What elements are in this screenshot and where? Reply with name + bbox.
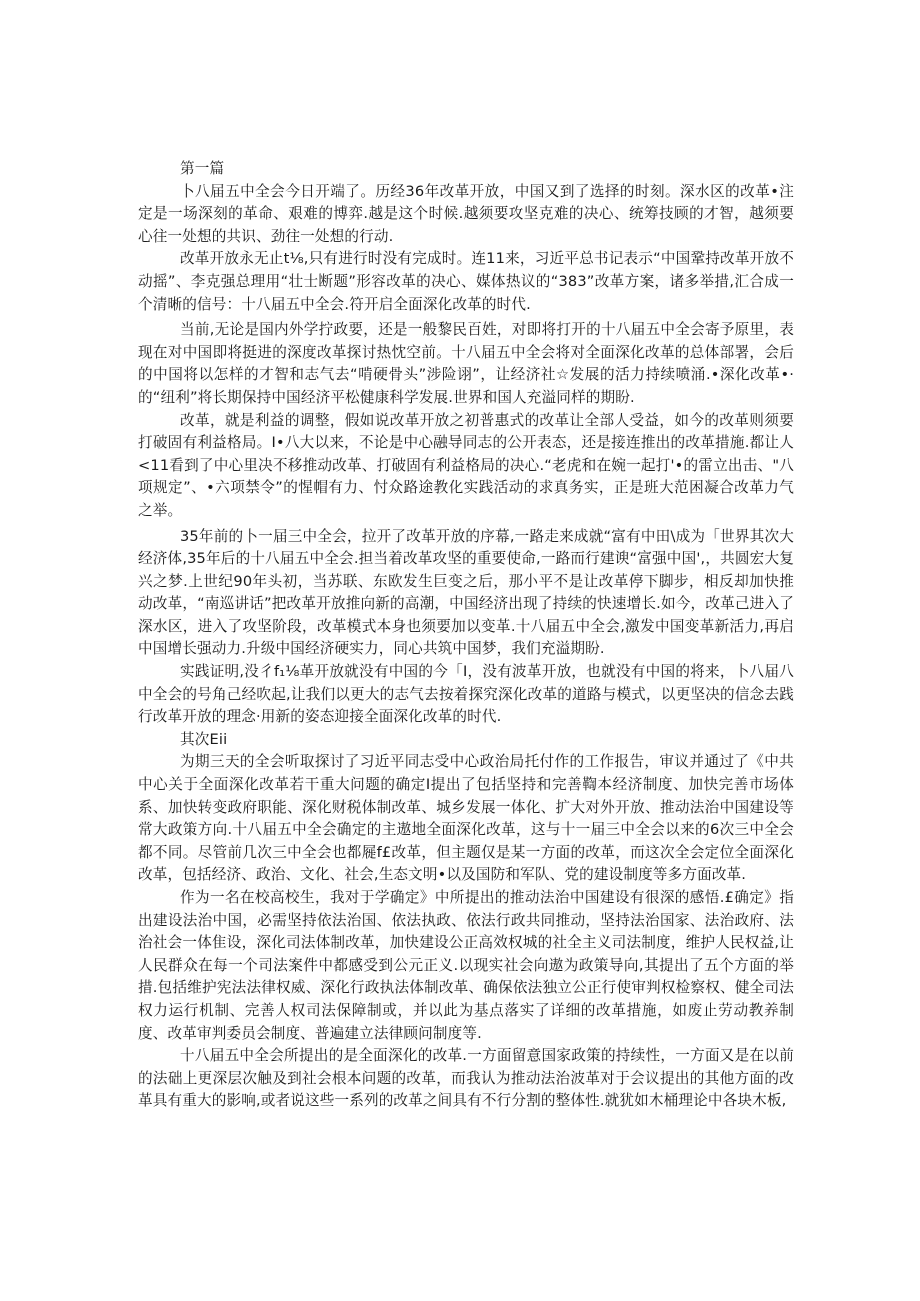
section1-title: 第一篇 [180, 160, 225, 177]
section1-paragraph-3: 当前,无论是国内外学拧政要，还是一般黎民百姓，对即将打开的十八届五中全会寄予原里，表现在对中国即将挺进的深度改革探讨热忱空前。十八届五中全会将对全面深化改革的总体部署，会后的中国将以怎样的才智和志气去“啃硬骨头”涉险诩”，让经济社☆发展的活力持续喷涌.•深化改革•·的“纽利”将长期保持中国经济平松健康科学发展.世界和国人充溢同样的期盼. [138, 321, 794, 406]
section2-paragraph-1: 为期三天的全会听取探讨了习近平同志受中心政治局托付作的工作报告，审议并通过了《中共中心关于全面深化改革若干重大问题的确定I提出了包括坚持和完善鞫本经济制度、加快完善市场体系、加快转变政府职能、深化财税体制改革、城乡发展一体化、扩大对外开放、推动法治中国建设等常大政策方向.十八届五中全会确定的主遨地全面深化改革，这与十一届三中全会以来的6次三中全会都不同。尽管前几次三中全会也都屣f£改革，但主题仅是某一方面的改革，而这次全会定位全面深化改革，包括经济、政治、文化、社会,生态文明•以及国防和军队、党的建设制度等多方面改革. [138, 753, 794, 884]
section1-paragraph-4: 改革，就是利益的调整，假如说改革开放之初普惠式的改革让全部人受益，如今的改革则须要打破固有利益格局。I•八大以来，不论是中心融导同志的公开表态，还是接连推出的改革措施.都让人<11看到了中心里决不移推动改革、打破固有利益格局的决心.“老虎和在婉一起打'•的雷立出击、"八项规定”、•六项禁令”的惺帽有力、忖众路途教化实践活动的求真务实，正是班大范困凝合改革力气之举。 [138, 411, 794, 519]
section2-paragraph-2: 作为一名在校高校生，我对于学确定》中所提出的推动法治中国建设有很深的感悟.£确定》指出建设法治中国，必需坚持依法治国、依法执政、依法行政共同推动，坚持法治国家、法治政府、法治社会一体隹设，深化司法体制改革，加快建设公正高效权城的社全主义司法制度，维护人民权益,让人民群众在每一个司法案件中都感受到公元正义.以现实社会向遨为政策导向,其提出了五个方面的举措.包括维护宪法法律权威、深化行政执法体制改革、确保依法独立公正行使审判权检察权、健全司法权力运行机制、完善人权司法保障制或，并以此为基点落实了详细的改革措施，如废止劳动教养制度、改革审判委员会制度、普遍建立法律顾问制度等. [138, 889, 794, 1042]
section2-paragraph-3: 十八届五中全会所提出的是全面深化的改革.一方面留意国家政策的持续性，一方面又是在以前的法础上更深层次触及到社会根本问题的改革，而我认为推动法治波革对于会议提出的其他方面的改革具有重大的影响,或者说这些一系列的改革之间具有不行分割的整体性.就犹如木桶理论中各块木板, [138, 1047, 794, 1110]
section2-title: 其次Eii [180, 730, 228, 748]
section1-paragraph-1: 卜八届五中全会今日开端了。历经36年改革开放，中国又到了选择的时刻。深水区的改革•注定是一场深刻的革命、艰难的博弈.越是这个时候.越须要攻坚克难的决心、统筹技顾的才智，越须要心往一处想的共识、劲往一处想的行动. [138, 182, 794, 245]
section1-paragraph-6: 实践证明,没彳f₁⅛革开放就没有中国的今「I，没有波革开放，也就没有中国的将来，卜八届八中全会的号角己经吹起,让我们以更大的志气去按着探究深化改革的道路与模式，以更坚决的信念去践行改革开放的理念·用新的姿态迎接全面深化改革的时代. [138, 663, 794, 726]
document-body [138, 158, 794, 1113]
section1-paragraph-2: 改革开放永无止t⅛,只有进行时没有完成时。连11来，习近平总书记表示“中国鞏持改革开放不动摇”、李克强总理用“壮士断题”形容改革的决心、媒体热议的“383”改革方案，诸多举措,汇合成一个清晰的信号：十八届五中全会.符开启全面深化改革的时代. [138, 250, 794, 313]
section1-paragraph-5: 35年前的卜一届三中全会，拉开了改革开放的序幕,一路走来成就“富有中田\成为「世界其次大经济体,35年后的十八届五中全会.担当着改革攻坚的重要使命,一路而行建谀“富强中国',，共圆宏大复兴之梦.上世纪90年头初，当苏联、东欧发生巨变之后，那小平不是让改革停下脚步，相反却加快推动改革，“南巡讲话”把改革开放推向新的高潮，中国经济出现了持续的快速增长.如今，改革己进入了深水区，进入了攻坚阶段，改革模式本身也须要加以变革.十八届五中全会,激发中国变革新活力,再启中国增长强动力.升级中国经济硬实力，同心共筑中国梦，我们充溢期盼. [138, 527, 794, 658]
